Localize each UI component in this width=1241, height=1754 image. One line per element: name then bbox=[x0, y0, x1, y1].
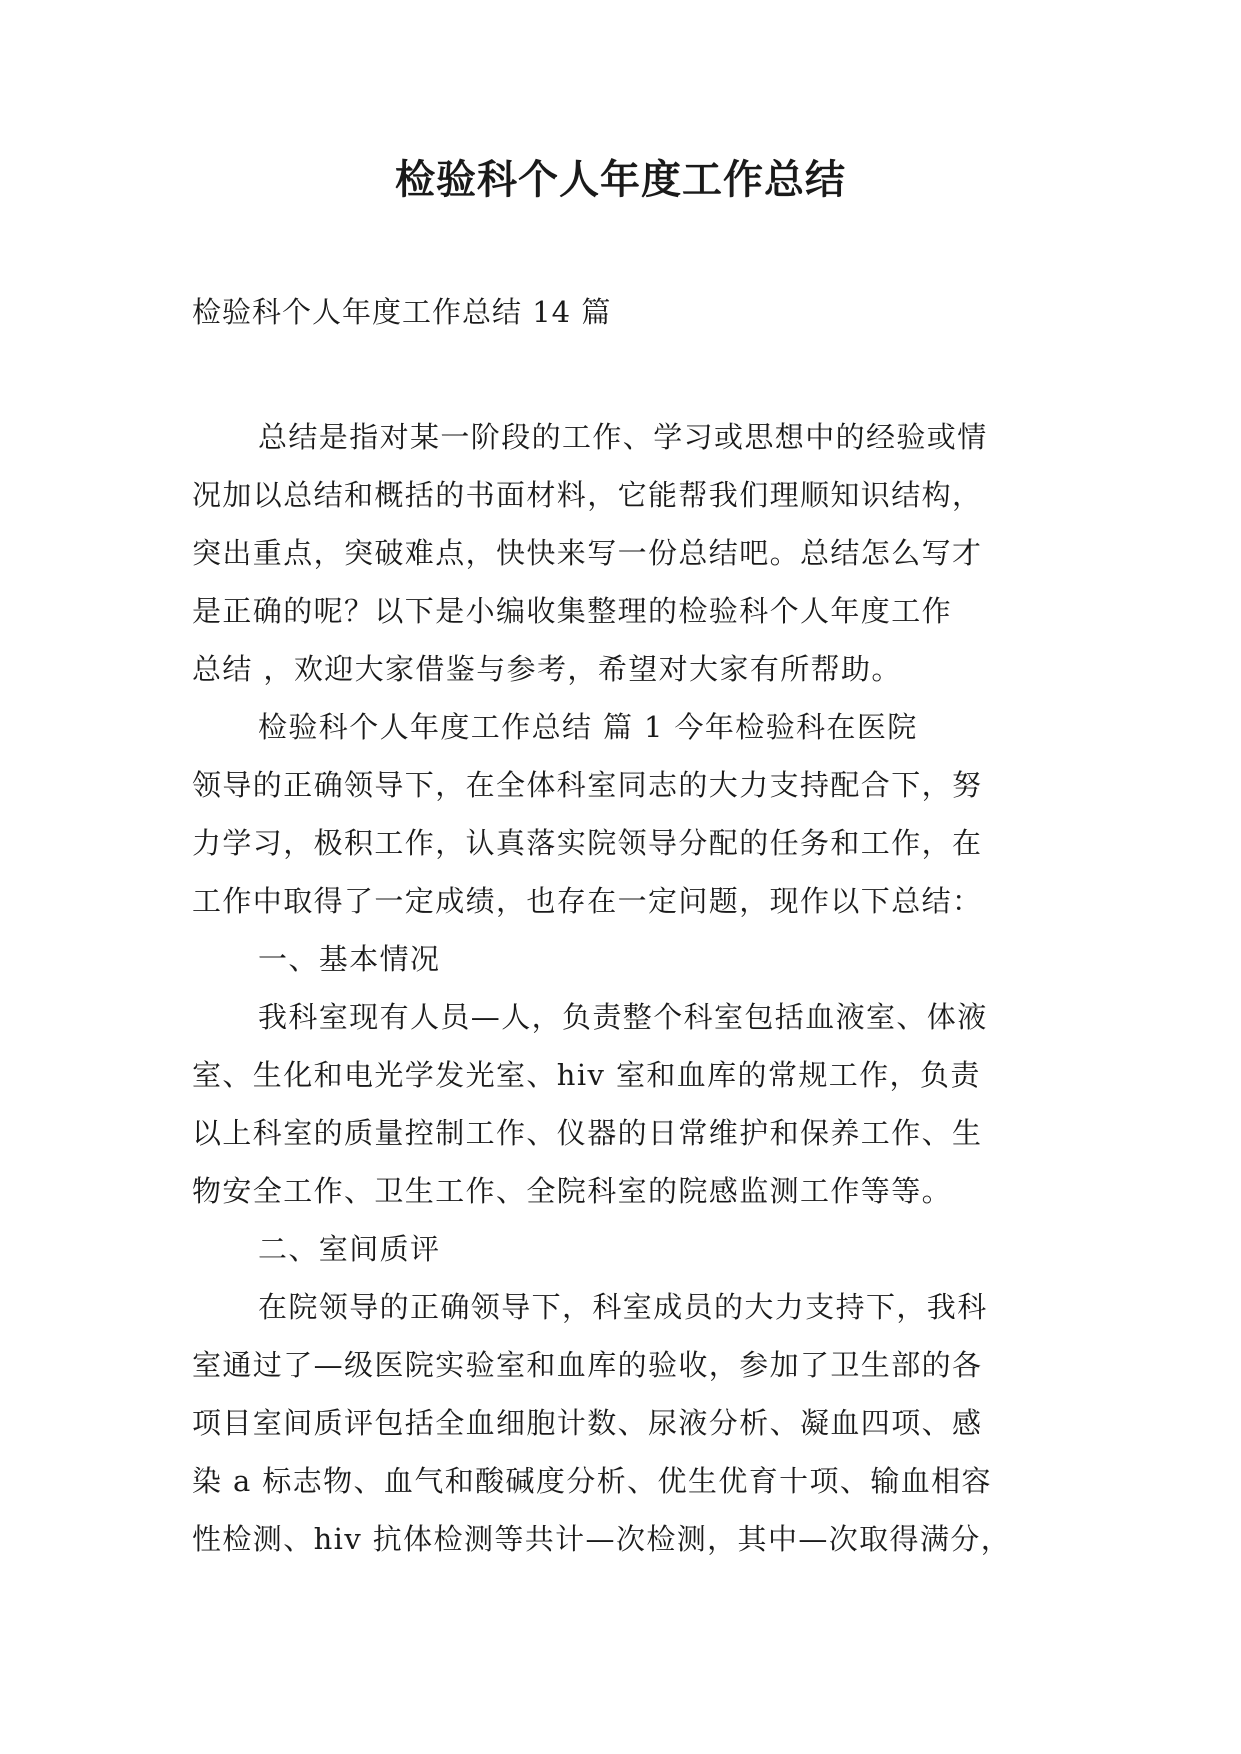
body-text-line: 性检测、hiv 抗体检测等共计—次检测，其中—次取得满分， bbox=[192, 1522, 1012, 1556]
body-text-line: 室通过了—级医院实验室和血库的验收，参加了卫生部的各 bbox=[192, 1348, 983, 1382]
body-text-line: 我科室现有人员—人，负责整个科室包括血液室、体液 bbox=[258, 1000, 988, 1034]
body-text-line: 项目室间质评包括全血细胞计数、尿液分析、凝血四项、感 bbox=[192, 1406, 983, 1440]
body-text-line: 二、室间质评 bbox=[258, 1232, 441, 1266]
body-text-line: 一、基本情况 bbox=[258, 942, 441, 976]
body-text-line: 以上科室的质量控制工作、仪器的日常维护和保养工作、生 bbox=[192, 1116, 983, 1150]
body-text-line: 室、生化和电光学发光室、hiv 室和血库的常规工作，负责 bbox=[192, 1058, 981, 1092]
body-text-line: 总结是指对某一阶段的工作、学习或思想中的经验或情 bbox=[258, 420, 988, 454]
body-text-line: 力学习，极积工作，认真落实院领导分配的任务和工作，在 bbox=[192, 826, 983, 860]
document-subtitle: 检验科个人年度工作总结 14 篇 bbox=[192, 295, 612, 329]
body-text-line: 在院领导的正确领导下，科室成员的大力支持下，我科 bbox=[258, 1290, 988, 1324]
body-text-line: 工作中取得了一定成绩，也存在一定问题，现作以下总结： bbox=[192, 884, 983, 918]
document-title: 检验科个人年度工作总结 bbox=[395, 156, 846, 203]
body-text-line: 突出重点，突破难点，快快来写一份总结吧。总结怎么写才 bbox=[192, 536, 983, 570]
body-text-line: 物安全工作、卫生工作、全院科室的院感监测工作等等。 bbox=[192, 1174, 953, 1208]
body-text-line: 检验科个人年度工作总结 篇 1 今年检验科在医院 bbox=[258, 710, 918, 744]
body-text-line: 是正确的呢？以下是小编收集整理的检验科个人年度工作 bbox=[192, 594, 953, 628]
document-body bbox=[192, 408, 1052, 1568]
body-text-line: 染 a 标志物、血气和酸碱度分析、优生优育十项、输血相容 bbox=[192, 1464, 992, 1498]
body-text-line: 总结 ，欢迎大家借鉴与参考，希望对大家有所帮助。 bbox=[192, 652, 902, 686]
body-text-line: 况加以总结和概括的书面材料，它能帮我们理顺知识结构， bbox=[192, 478, 983, 512]
body-text-line: 领导的正确领导下，在全体科室同志的大力支持配合下，努 bbox=[192, 768, 983, 802]
